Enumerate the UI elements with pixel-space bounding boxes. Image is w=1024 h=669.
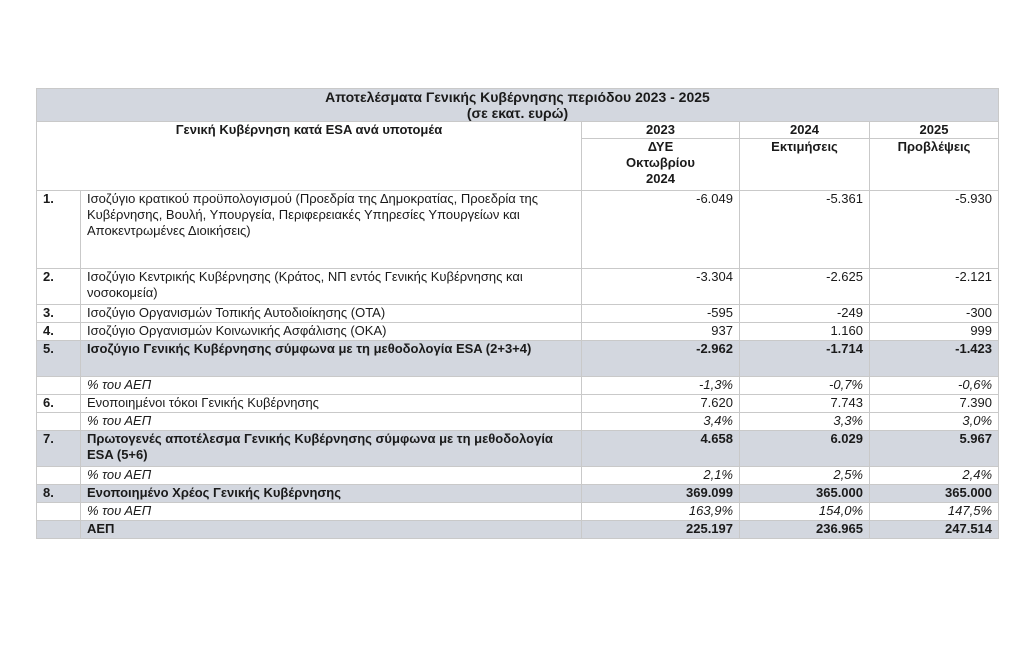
- row-label: Ισοζύγιο κρατικού προϋπολογισμού (Προεδρία της Δημοκρατίας, Προεδρία της Κυβέρνησης, Βουλή, Υπουργεία, Περιφερειακές Υπηρεσίες Υπουργείων και Αποκεντρωμένες Διοικήσεις): [81, 191, 582, 269]
- value-2024: 2,5%: [740, 467, 870, 485]
- value-2023: 225.197: [582, 521, 740, 539]
- value-2023: -2.962: [582, 341, 740, 377]
- header-sub-2025: Προβλέψεις: [870, 139, 999, 191]
- row-label: Ισοζύγιο Οργανισμών Κοινωνικής Ασφάλισης (ΟΚΑ): [81, 323, 582, 341]
- table-row: [37, 431, 999, 467]
- table-row: [37, 377, 999, 395]
- header-year-2023: 2023: [582, 122, 740, 139]
- value-2025: 3,0%: [870, 413, 999, 431]
- value-2023: 369.099: [582, 485, 740, 503]
- row-label: Πρωτογενές αποτέλεσμα Γενικής Κυβέρνησης σύμφωνα με τη μεθοδολογία ESA (5+6): [81, 431, 582, 467]
- row-number: 5.: [37, 341, 81, 377]
- value-2025: -2.121: [870, 269, 999, 305]
- value-2025: -0,6%: [870, 377, 999, 395]
- value-2024: -0,7%: [740, 377, 870, 395]
- row-label: ΑΕΠ: [81, 521, 582, 539]
- value-2024: 6.029: [740, 431, 870, 467]
- value-2023: 3,4%: [582, 413, 740, 431]
- value-2023: 937: [582, 323, 740, 341]
- header-sub-2024: Εκτιμήσεις: [740, 139, 870, 191]
- row-number: [37, 377, 81, 395]
- table-row: [37, 323, 999, 341]
- row-label: % του ΑΕΠ: [81, 377, 582, 395]
- row-label: Ενοποιημένοι τόκοι Γενικής Κυβέρνησης: [81, 395, 582, 413]
- table-title-line1: Αποτελέσματα Γενικής Κυβέρνησης περιόδου 2023 - 2025: [325, 89, 710, 105]
- row-number: [37, 503, 81, 521]
- value-2024: -2.625: [740, 269, 870, 305]
- value-2024: -249: [740, 305, 870, 323]
- value-2023: -6.049: [582, 191, 740, 269]
- row-number: 4.: [37, 323, 81, 341]
- value-2024: 365.000: [740, 485, 870, 503]
- value-2024: 7.743: [740, 395, 870, 413]
- table-row: [37, 521, 999, 539]
- value-2023: 4.658: [582, 431, 740, 467]
- header-label: Γενική Κυβέρνηση κατά ESA ανά υποτομέα: [37, 122, 582, 191]
- table-row: [37, 503, 999, 521]
- header-year-2025: 2025: [870, 122, 999, 139]
- value-2024: -5.361: [740, 191, 870, 269]
- value-2023: -1,3%: [582, 377, 740, 395]
- row-number: [37, 413, 81, 431]
- row-label: % του ΑΕΠ: [81, 503, 582, 521]
- value-2023: 163,9%: [582, 503, 740, 521]
- value-2024: 1.160: [740, 323, 870, 341]
- value-2025: 7.390: [870, 395, 999, 413]
- table-row: [37, 485, 999, 503]
- table-row: [37, 341, 999, 377]
- header-year-2024: 2024: [740, 122, 870, 139]
- row-number: 7.: [37, 431, 81, 467]
- row-number: 3.: [37, 305, 81, 323]
- row-label: % του ΑΕΠ: [81, 467, 582, 485]
- table-row: [37, 191, 999, 269]
- table-row: [37, 305, 999, 323]
- table-row: [37, 395, 999, 413]
- table-title-row: [37, 89, 999, 122]
- row-number: [37, 467, 81, 485]
- value-2023: 2,1%: [582, 467, 740, 485]
- value-2025: 2,4%: [870, 467, 999, 485]
- value-2025: 365.000: [870, 485, 999, 503]
- table-row: [37, 413, 999, 431]
- value-2024: -1.714: [740, 341, 870, 377]
- value-2025: 147,5%: [870, 503, 999, 521]
- row-number: 6.: [37, 395, 81, 413]
- row-label: Ενοποιημένο Χρέος Γενικής Κυβέρνησης: [81, 485, 582, 503]
- row-number: 1.: [37, 191, 81, 269]
- value-2025: -1.423: [870, 341, 999, 377]
- value-2025: -300: [870, 305, 999, 323]
- row-number: [37, 521, 81, 539]
- value-2024: 3,3%: [740, 413, 870, 431]
- row-label: Ισοζύγιο Γενικής Κυβέρνησης σύμφωνα με τη μεθοδολογία ESA (2+3+4): [81, 341, 582, 377]
- row-label: Ισοζύγιο Κεντρικής Κυβέρνησης (Κράτος, ΝΠ εντός Γενικής Κυβέρνησης και νοσοκομεία): [81, 269, 582, 305]
- row-number: 8.: [37, 485, 81, 503]
- results-table: [36, 88, 999, 539]
- value-2025: -5.930: [870, 191, 999, 269]
- value-2025: 999: [870, 323, 999, 341]
- table-row: [37, 467, 999, 485]
- table-title: [37, 89, 999, 122]
- header-year-row: [37, 122, 999, 139]
- row-label: Ισοζύγιο Οργανισμών Τοπικής Αυτοδιοίκησης (ΟΤΑ): [81, 305, 582, 323]
- value-2025: 5.967: [870, 431, 999, 467]
- table-body: [37, 191, 999, 539]
- value-2023: -595: [582, 305, 740, 323]
- table-row: [37, 269, 999, 305]
- header-sub-2023: ΔΥΕ Οκτωβρίου 2024: [582, 139, 740, 191]
- row-number: 2.: [37, 269, 81, 305]
- row-label: % του ΑΕΠ: [81, 413, 582, 431]
- table-title-line2: (σε εκατ. ευρώ): [466, 105, 569, 121]
- value-2023: -3.304: [582, 269, 740, 305]
- value-2024: 236.965: [740, 521, 870, 539]
- value-2025: 247.514: [870, 521, 999, 539]
- value-2024: 154,0%: [740, 503, 870, 521]
- value-2023: 7.620: [582, 395, 740, 413]
